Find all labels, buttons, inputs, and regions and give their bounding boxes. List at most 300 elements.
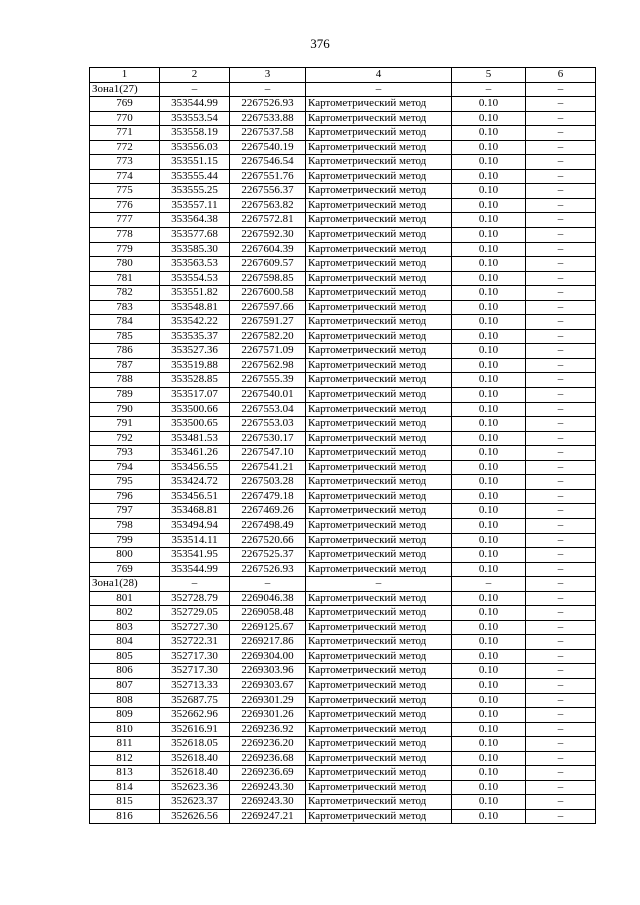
y-coordinate-cell: 2267533.88 [230,111,306,126]
method-cell: Картометрический метод [306,388,452,403]
accuracy-cell: 0.10 [452,693,526,708]
method-cell: Картометрический метод [306,591,452,606]
point-number-cell: 801 [90,591,160,606]
zone-label: Зона1(28) [90,577,160,592]
y-coordinate-cell: 2267547.10 [230,446,306,461]
point-number-cell: 793 [90,446,160,461]
y-coordinate-cell: 2269303.67 [230,678,306,693]
zone-header-row [90,577,596,592]
x-coordinate-cell: 352717.30 [160,664,230,679]
y-coordinate-cell: 2267540.19 [230,140,306,155]
description-cell: – [526,155,596,170]
description-cell: – [526,664,596,679]
table-row [90,548,596,563]
accuracy-cell: 0.10 [452,489,526,504]
table-row [90,504,596,519]
accuracy-cell: 0.10 [452,271,526,286]
accuracy-cell: 0.10 [452,548,526,563]
table-row [90,780,596,795]
method-cell: Картометрический метод [306,737,452,752]
method-cell: Картометрический метод [306,97,452,112]
description-cell: – [526,591,596,606]
accuracy-cell: 0.10 [452,446,526,461]
accuracy-cell: 0.10 [452,358,526,373]
x-coordinate-cell: 353500.66 [160,402,230,417]
y-coordinate-cell: 2267530.17 [230,431,306,446]
table-row [90,242,596,257]
point-number-cell: 794 [90,460,160,475]
method-cell: Картометрический метод [306,475,452,490]
x-coordinate-cell: 353541.95 [160,548,230,563]
method-cell: Картометрический метод [306,417,452,432]
x-coordinate-cell: 353585.30 [160,242,230,257]
accuracy-cell: 0.10 [452,795,526,810]
y-coordinate-cell: 2267553.03 [230,417,306,432]
table-row [90,460,596,475]
y-coordinate-cell: 2269236.69 [230,766,306,781]
x-coordinate-cell: 352728.79 [160,591,230,606]
accuracy-cell: 0.10 [452,562,526,577]
y-coordinate-cell: 2267537.58 [230,126,306,141]
y-coordinate-cell: 2267469.26 [230,504,306,519]
point-number-cell: 816 [90,809,160,824]
y-coordinate-cell: 2267540.01 [230,388,306,403]
y-coordinate-cell: 2267553.04 [230,402,306,417]
point-number-cell: 814 [90,780,160,795]
description-cell: – [526,518,596,533]
description-cell: – [526,708,596,723]
x-coordinate-cell: 353514.11 [160,533,230,548]
y-coordinate-cell: 2267592.30 [230,228,306,243]
table-row [90,329,596,344]
table-row [90,388,596,403]
accuracy-cell: 0.10 [452,155,526,170]
description-cell: – [526,751,596,766]
point-number-cell: 770 [90,111,160,126]
x-coordinate-cell: 353577.68 [160,228,230,243]
method-cell: Картометрический метод [306,315,452,330]
table-row [90,751,596,766]
y-coordinate-cell: 2267591.27 [230,315,306,330]
accuracy-cell: 0.10 [452,780,526,795]
accuracy-cell: 0.10 [452,184,526,199]
x-coordinate-cell: 352623.36 [160,780,230,795]
point-number-cell: 773 [90,155,160,170]
accuracy-cell: 0.10 [452,678,526,693]
description-cell: – [526,184,596,199]
y-coordinate-cell: 2267571.09 [230,344,306,359]
point-number-cell: 813 [90,766,160,781]
table-row [90,286,596,301]
point-number-cell: 792 [90,431,160,446]
point-number-cell: 772 [90,140,160,155]
table-row [90,518,596,533]
y-coordinate-cell: 2269304.00 [230,649,306,664]
description-cell: – [526,678,596,693]
x-coordinate-cell: 352717.30 [160,649,230,664]
method-cell: Картометрический метод [306,228,452,243]
point-number-cell: 774 [90,169,160,184]
method-cell: Картометрический метод [306,286,452,301]
y-coordinate-cell: 2269236.20 [230,737,306,752]
description-cell: – [526,198,596,213]
x-coordinate-cell: 352618.05 [160,737,230,752]
description-cell: – [526,140,596,155]
y-coordinate-cell: 2269243.30 [230,795,306,810]
y-coordinate-cell: 2267582.20 [230,329,306,344]
y-coordinate-cell: 2269247.21 [230,809,306,824]
point-number-cell: 803 [90,620,160,635]
point-number-cell: 797 [90,504,160,519]
description-cell: – [526,446,596,461]
table-row [90,198,596,213]
table-row [90,184,596,199]
description-cell: – [526,417,596,432]
method-cell: Картометрический метод [306,431,452,446]
y-coordinate-cell: 2267525.37 [230,548,306,563]
column-header: 2 [160,68,230,83]
x-coordinate-cell: 353456.51 [160,489,230,504]
method-cell: Картометрический метод [306,518,452,533]
method-cell: Картометрический метод [306,722,452,737]
description-cell: – [526,766,596,781]
table-row [90,795,596,810]
x-coordinate-cell: 352727.30 [160,620,230,635]
x-coordinate-cell: 353424.72 [160,475,230,490]
accuracy-cell: 0.10 [452,140,526,155]
point-number-cell: 791 [90,417,160,432]
description-cell: – [526,548,596,563]
x-coordinate-cell: 352713.33 [160,678,230,693]
description-cell: – [526,373,596,388]
method-cell: Картометрический метод [306,620,452,635]
accuracy-cell: 0.10 [452,315,526,330]
table-row [90,344,596,359]
y-coordinate-cell: 2267498.49 [230,518,306,533]
accuracy-cell: 0.10 [452,286,526,301]
description-cell: – [526,315,596,330]
method-cell: – [306,82,452,97]
page-number: 376 [310,36,330,51]
x-coordinate-cell: 353564.38 [160,213,230,228]
y-coordinate-cell: – [230,577,306,592]
accuracy-cell: 0.10 [452,708,526,723]
x-coordinate-cell: 353558.19 [160,126,230,141]
method-cell: Картометрический метод [306,504,452,519]
table-row [90,809,596,824]
table-row [90,446,596,461]
method-cell: Картометрический метод [306,649,452,664]
accuracy-cell: 0.10 [452,373,526,388]
point-number-cell: 812 [90,751,160,766]
x-coordinate-cell: 353548.81 [160,300,230,315]
description-cell: – [526,460,596,475]
table-row [90,417,596,432]
accuracy-cell: 0.10 [452,431,526,446]
accuracy-cell: 0.10 [452,635,526,650]
accuracy-cell: 0.10 [452,809,526,824]
y-coordinate-cell: 2267572.81 [230,213,306,228]
point-number-cell: 800 [90,548,160,563]
y-coordinate-cell: 2269058.48 [230,606,306,621]
accuracy-cell: 0.10 [452,213,526,228]
description-cell: – [526,533,596,548]
x-coordinate-cell: 353500.65 [160,417,230,432]
point-number-cell: 781 [90,271,160,286]
table-row [90,431,596,446]
accuracy-cell: 0.10 [452,111,526,126]
x-coordinate-cell: 353551.15 [160,155,230,170]
point-number-cell: 779 [90,242,160,257]
point-number-cell: 780 [90,257,160,272]
point-number-cell: 785 [90,329,160,344]
table-row [90,402,596,417]
method-cell: Картометрический метод [306,300,452,315]
x-coordinate-cell: 353519.88 [160,358,230,373]
method-cell: Картометрический метод [306,169,452,184]
column-header: 3 [230,68,306,83]
y-coordinate-cell: 2267479.18 [230,489,306,504]
x-coordinate-cell: 353542.22 [160,315,230,330]
y-coordinate-cell: 2267551.76 [230,169,306,184]
method-cell: Картометрический метод [306,126,452,141]
table-row [90,737,596,752]
x-coordinate-cell: 353468.81 [160,504,230,519]
method-cell: Картометрический метод [306,111,452,126]
x-coordinate-cell: – [160,577,230,592]
accuracy-cell: 0.10 [452,417,526,432]
description-cell: – [526,97,596,112]
x-coordinate-cell: 353555.25 [160,184,230,199]
method-cell: Картометрический метод [306,780,452,795]
table-row [90,155,596,170]
description-cell: – [526,300,596,315]
description-cell: – [526,271,596,286]
accuracy-cell: 0.10 [452,300,526,315]
description-cell: – [526,388,596,403]
description-cell: – [526,242,596,257]
table-row [90,635,596,650]
method-cell: – [306,577,452,592]
x-coordinate-cell: 352662.96 [160,708,230,723]
x-coordinate-cell: 353556.03 [160,140,230,155]
zone-label: Зона1(27) [90,82,160,97]
method-cell: Картометрический метод [306,751,452,766]
method-cell: Картометрический метод [306,344,452,359]
method-cell: Картометрический метод [306,358,452,373]
description-cell: – [526,213,596,228]
point-number-cell: 788 [90,373,160,388]
table-row [90,111,596,126]
column-header: 1 [90,68,160,83]
accuracy-cell: 0.10 [452,518,526,533]
accuracy-cell: 0.10 [452,751,526,766]
method-cell: Картометрический метод [306,548,452,563]
method-cell: Картометрический метод [306,242,452,257]
description-cell: – [526,489,596,504]
method-cell: Картометрический метод [306,213,452,228]
method-cell: Картометрический метод [306,708,452,723]
method-cell: Картометрический метод [306,635,452,650]
y-coordinate-cell: 2267526.93 [230,97,306,112]
table-row [90,591,596,606]
accuracy-cell: 0.10 [452,228,526,243]
method-cell: Картометрический метод [306,795,452,810]
accuracy-cell: 0.10 [452,591,526,606]
x-coordinate-cell: 352626.56 [160,809,230,824]
method-cell: Картометрический метод [306,271,452,286]
table-row [90,678,596,693]
point-number-cell: 782 [90,286,160,301]
y-coordinate-cell: 2267520.66 [230,533,306,548]
accuracy-cell: 0.10 [452,257,526,272]
method-cell: Картометрический метод [306,198,452,213]
accuracy-cell: – [452,577,526,592]
table-row [90,766,596,781]
accuracy-cell: 0.10 [452,344,526,359]
x-coordinate-cell: – [160,82,230,97]
method-cell: Картометрический метод [306,446,452,461]
point-number-cell: 789 [90,388,160,403]
method-cell: Картометрический метод [306,664,452,679]
point-number-cell: 775 [90,184,160,199]
zone-header-row [90,82,596,97]
table-row [90,620,596,635]
table-row [90,664,596,679]
x-coordinate-cell: 353551.82 [160,286,230,301]
point-number-cell: 778 [90,228,160,243]
table-row [90,228,596,243]
x-coordinate-cell: 353528.85 [160,373,230,388]
method-cell: Картометрический метод [306,693,452,708]
description-cell: – [526,577,596,592]
y-coordinate-cell: 2269236.68 [230,751,306,766]
description-cell: – [526,635,596,650]
description-cell: – [526,228,596,243]
method-cell: Картометрический метод [306,606,452,621]
x-coordinate-cell: 353461.26 [160,446,230,461]
point-number-cell: 805 [90,649,160,664]
x-coordinate-cell: 353553.54 [160,111,230,126]
description-cell: – [526,780,596,795]
table-row [90,722,596,737]
accuracy-cell: 0.10 [452,766,526,781]
y-coordinate-cell: 2269236.92 [230,722,306,737]
method-cell: Картометрический метод [306,329,452,344]
y-coordinate-cell: 2267562.98 [230,358,306,373]
y-coordinate-cell: 2269301.26 [230,708,306,723]
description-cell: – [526,82,596,97]
point-number-cell: 786 [90,344,160,359]
description-cell: – [526,620,596,635]
point-number-cell: 802 [90,606,160,621]
column-header: 6 [526,68,596,83]
x-coordinate-cell: 353456.55 [160,460,230,475]
y-coordinate-cell: 2267598.85 [230,271,306,286]
description-cell: – [526,126,596,141]
point-number-cell: 799 [90,533,160,548]
point-number-cell: 815 [90,795,160,810]
table-row [90,213,596,228]
table-row [90,271,596,286]
accuracy-cell: 0.10 [452,97,526,112]
y-coordinate-cell: 2269243.30 [230,780,306,795]
point-number-cell: 807 [90,678,160,693]
table-row [90,649,596,664]
x-coordinate-cell: 352729.05 [160,606,230,621]
table-body [90,82,596,824]
accuracy-cell: 0.10 [452,606,526,621]
x-coordinate-cell: 353563.53 [160,257,230,272]
description-cell: – [526,358,596,373]
point-number-cell: 810 [90,722,160,737]
accuracy-cell: 0.10 [452,737,526,752]
point-number-cell: 796 [90,489,160,504]
method-cell: Картометрический метод [306,402,452,417]
table-row [90,126,596,141]
point-number-cell: 787 [90,358,160,373]
x-coordinate-cell: 353527.36 [160,344,230,359]
description-cell: – [526,431,596,446]
y-coordinate-cell: 2267556.37 [230,184,306,199]
method-cell: Картометрический метод [306,373,452,388]
table-row [90,257,596,272]
description-cell: – [526,504,596,519]
accuracy-cell: 0.10 [452,475,526,490]
accuracy-cell: 0.10 [452,533,526,548]
point-number-cell: 809 [90,708,160,723]
column-header: 5 [452,68,526,83]
x-coordinate-cell: 353535.37 [160,329,230,344]
accuracy-cell: 0.10 [452,329,526,344]
y-coordinate-cell: 2267609.57 [230,257,306,272]
point-number-cell: 790 [90,402,160,417]
method-cell: Картометрический метод [306,678,452,693]
x-coordinate-cell: 353557.11 [160,198,230,213]
point-number-cell: 798 [90,518,160,533]
accuracy-cell: 0.10 [452,126,526,141]
y-coordinate-cell: 2269217.86 [230,635,306,650]
column-header: 4 [306,68,452,83]
description-cell: – [526,809,596,824]
description-cell: – [526,693,596,708]
table-row [90,315,596,330]
table-row [90,606,596,621]
table-row [90,300,596,315]
description-cell: – [526,329,596,344]
method-cell: Картометрический метод [306,766,452,781]
x-coordinate-cell: 353544.99 [160,97,230,112]
point-number-cell: 784 [90,315,160,330]
description-cell: – [526,475,596,490]
y-coordinate-cell: 2267555.39 [230,373,306,388]
x-coordinate-cell: 353494.94 [160,518,230,533]
table-row [90,140,596,155]
table-row [90,693,596,708]
description-cell: – [526,649,596,664]
x-coordinate-cell: 352618.40 [160,766,230,781]
x-coordinate-cell: 353481.53 [160,431,230,446]
description-cell: – [526,344,596,359]
accuracy-cell: 0.10 [452,198,526,213]
accuracy-cell: – [452,82,526,97]
method-cell: Картометрический метод [306,460,452,475]
x-coordinate-cell: 352687.75 [160,693,230,708]
point-number-cell: 769 [90,562,160,577]
x-coordinate-cell: 353555.44 [160,169,230,184]
method-cell: Картометрический метод [306,533,452,548]
x-coordinate-cell: 352618.40 [160,751,230,766]
